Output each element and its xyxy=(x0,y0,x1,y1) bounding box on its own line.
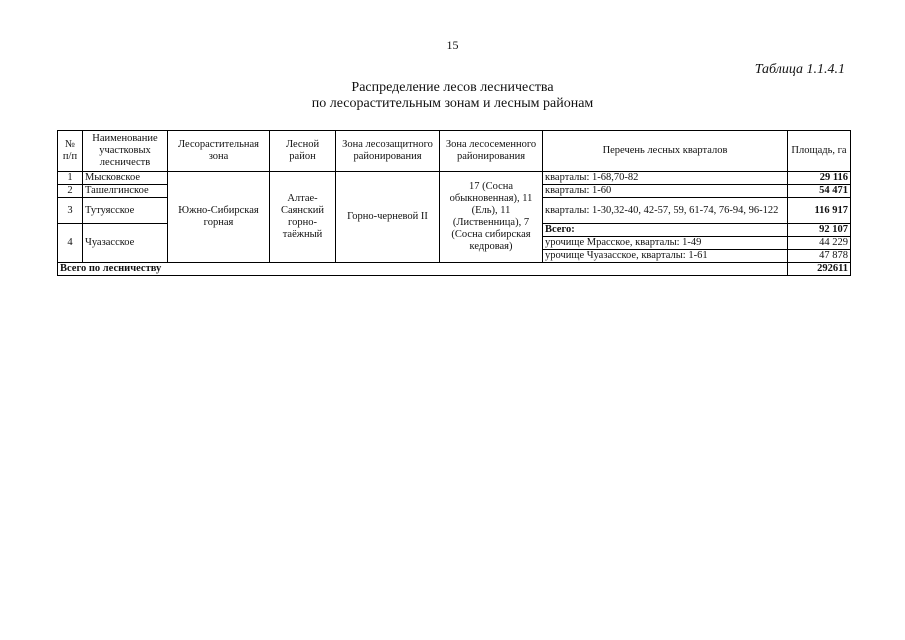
row-name: Чуазасское xyxy=(83,224,168,263)
header-name: Наименование участковых лесничеств xyxy=(83,131,168,172)
row-quarters: кварталы: 1-68,70-82 xyxy=(543,172,788,185)
merged-protect: Горно-черневой II xyxy=(336,172,440,263)
row-num: 2 xyxy=(58,185,83,198)
header-quarters: Перечень лесных кварталов xyxy=(543,131,788,172)
merged-region: Алтае-Саянский горно-таёжный xyxy=(270,172,336,263)
total-area: 292611 xyxy=(788,263,851,276)
merged-zone: Южно-Сибирская горная xyxy=(168,172,270,263)
title-line-2: по лесорастительным зонам и лесным районам xyxy=(311,96,594,111)
subrow-area: 44 229 xyxy=(788,237,851,250)
total-row xyxy=(58,263,851,276)
page-number: 15 xyxy=(446,38,459,52)
header-seed: Зона лесосеменного районирования xyxy=(440,131,543,172)
row-name: Ташелгинское xyxy=(83,185,168,198)
table-label: Таблица 1.1.4.1 xyxy=(754,62,845,77)
row-quarters: кварталы: 1-60 xyxy=(543,185,788,198)
subrow-area: 47 878 xyxy=(788,250,851,263)
forest-distribution-table xyxy=(57,130,851,276)
table-row xyxy=(58,172,851,185)
subrow-quarters: урочище Чуазасское, кварталы: 1-61 xyxy=(543,250,788,263)
row-quarters: кварталы: 1-30,32-40, 42-57, 59, 61-74, 76-94, 96-122 xyxy=(543,198,788,224)
row-name: Тутуясское xyxy=(83,198,168,224)
row-num: 4 xyxy=(58,224,83,263)
total-label: Всего по лесничеству xyxy=(58,263,788,276)
header-region: Лесной район xyxy=(270,131,336,172)
header-protect: Зона лесозащитного районирования xyxy=(336,131,440,172)
row-area: 29 116 xyxy=(788,172,851,185)
subrow-quarters: урочище Мрасское, кварталы: 1-49 xyxy=(543,237,788,250)
row-num: 3 xyxy=(58,198,83,224)
row-quarters: Всего: xyxy=(543,224,788,237)
title-line-1: Распределение лесов лесничества xyxy=(351,80,554,95)
row-area: 54 471 xyxy=(788,185,851,198)
row-num: 1 xyxy=(58,172,83,185)
table-title xyxy=(0,80,905,112)
merged-seed: 17 (Сосна обыкновенная), 11 (Ель), 11 (Лиственница), 7 (Сосна сибирская кедровая) xyxy=(440,172,543,263)
header-zone: Лесорастительная зона xyxy=(168,131,270,172)
header-num: № п/п xyxy=(58,131,83,172)
row-area: 116 917 xyxy=(788,198,851,224)
header-row xyxy=(58,131,851,172)
row-name: Мысковское xyxy=(83,172,168,185)
header-area: Площадь, га xyxy=(788,131,851,172)
row-area: 92 107 xyxy=(788,224,851,237)
